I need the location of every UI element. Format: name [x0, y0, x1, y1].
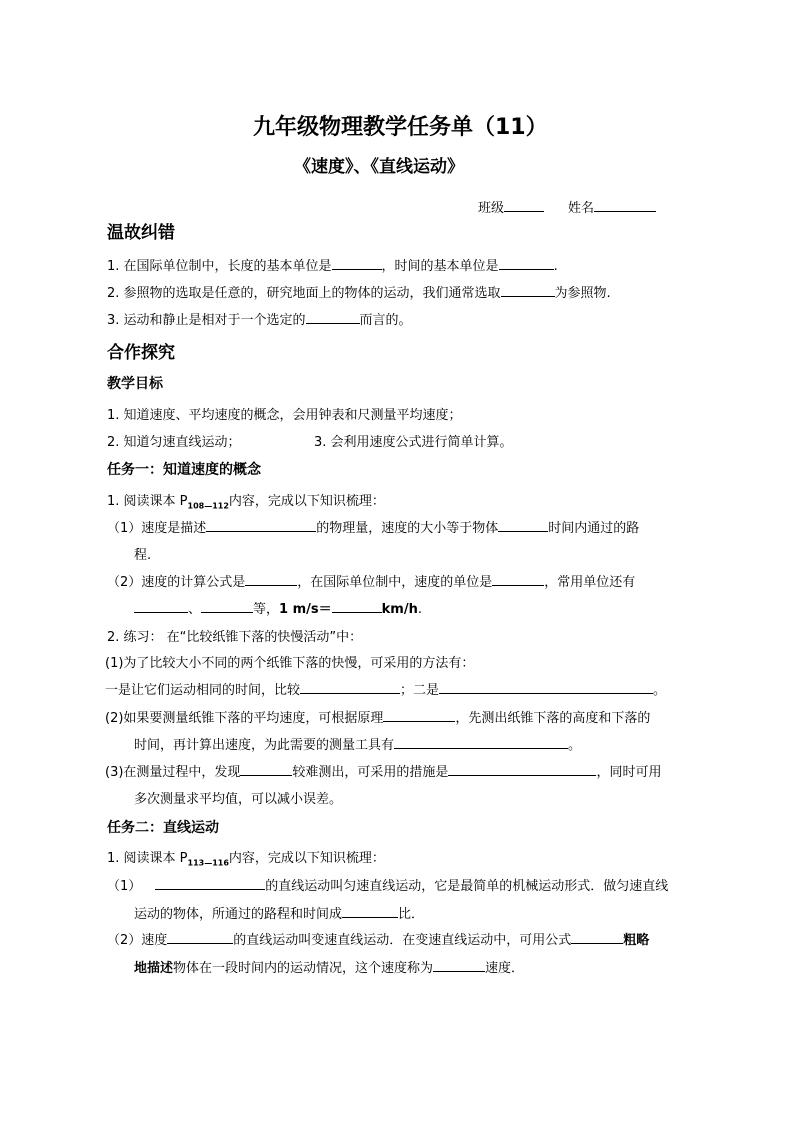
- text: 而言的。: [359, 313, 412, 328]
- text: 内容，完成以下知识梳理：: [228, 494, 385, 509]
- text: 内容，完成以下知识梳理：: [228, 851, 385, 866]
- answer-blank[interactable]: [394, 736, 568, 749]
- text: ，常用单位还有: [544, 575, 636, 590]
- answer-blank[interactable]: [501, 284, 555, 297]
- name-blank[interactable]: [594, 199, 656, 212]
- text: .: [417, 602, 422, 617]
- answer-blank[interactable]: [433, 959, 485, 972]
- goal-2: 2. 知道匀速直线运动；: [107, 435, 241, 450]
- explore-heading: 合作探究: [107, 343, 175, 363]
- task2-read: [107, 847, 385, 868]
- task2-item-1-cont: [134, 903, 424, 922]
- answer-blank[interactable]: [206, 519, 316, 532]
- answer-blank[interactable]: [571, 931, 623, 944]
- text: ，时间的基本单位是: [381, 259, 499, 274]
- text: (3)在测量过程中，发现: [105, 765, 241, 780]
- class-label: 班级: [478, 201, 505, 216]
- text: 的物理量，速度的大小等于物体: [316, 521, 499, 536]
- name-field[interactable]: [568, 197, 656, 216]
- exercise-3: [105, 761, 661, 780]
- text: （2）速度: [107, 933, 168, 948]
- text: 、: [188, 602, 202, 617]
- review-question-1: [107, 255, 558, 274]
- exercise-intro: 2. 练习： 在“比较纸锥下落的快慢活动”中：: [107, 630, 363, 645]
- exercise-2-cont: [134, 734, 581, 753]
- answer-blank[interactable]: [332, 600, 382, 613]
- text: 运动的物体，所通过的路程和时间成: [134, 907, 343, 922]
- answer-blank[interactable]: [499, 257, 554, 270]
- answer-blank[interactable]: [167, 931, 233, 944]
- task1-read: [107, 490, 385, 511]
- task2-item-2-cont: [134, 957, 524, 976]
- text: 的直线运动叫匀速直线运动，它是最简单的机械运动形式．做匀速直线: [265, 879, 669, 894]
- text: km/h: [381, 602, 418, 617]
- page-title: 九年级物理教学任务单（11）: [253, 115, 548, 140]
- task1-item-2: [107, 571, 635, 590]
- text: 地描述: [134, 961, 174, 976]
- text: 较难测出，可采用的措施是: [292, 765, 449, 780]
- text: 2. 参照物的选取是任意的，研究地面上的物体的运动，我们通常选取: [107, 286, 501, 301]
- text: 时间内通过的路: [548, 521, 640, 536]
- answer-blank[interactable]: [448, 763, 596, 776]
- exercise-2: [105, 707, 650, 726]
- text: ；二是: [400, 683, 440, 698]
- answer-blank[interactable]: [300, 681, 400, 694]
- text: 为参照物.: [554, 286, 611, 301]
- text: 物体在一段时间内的运动情况，这个速度称为: [173, 961, 434, 976]
- answer-blank[interactable]: [332, 257, 382, 270]
- page-range: 108—112: [187, 501, 229, 511]
- text: （2）速度的计算公式是: [107, 575, 246, 590]
- text: 。: [568, 738, 582, 753]
- page-range: 113—116: [187, 858, 229, 868]
- text: （1）速度是描述: [107, 521, 207, 536]
- task1-item-2-cont: [134, 598, 422, 617]
- text: 速度．: [485, 961, 525, 976]
- task1-heading: 任务一：知道速度的概念: [107, 462, 261, 478]
- text: 1 m/s＝: [279, 602, 332, 617]
- task1-item-1-cont: 程.: [134, 548, 152, 563]
- task2-item-1: [107, 875, 668, 894]
- answer-blank[interactable]: [383, 709, 455, 722]
- exercise-1-cont: [105, 679, 666, 698]
- text: （1）: [107, 879, 142, 894]
- text: ，同时可用: [596, 765, 662, 780]
- answer-blank[interactable]: [439, 681, 653, 694]
- answer-blank[interactable]: [245, 573, 297, 586]
- class-field[interactable]: [478, 197, 544, 216]
- text: ，先测出纸锥下落的高度和下落的: [455, 711, 651, 726]
- review-question-2: [107, 282, 611, 301]
- text: 比．: [398, 907, 425, 922]
- text: .: [553, 259, 558, 274]
- class-blank[interactable]: [504, 199, 544, 212]
- answer-blank[interactable]: [492, 573, 544, 586]
- text: 1. 在国际单位制中，长度的基本单位是: [107, 259, 332, 274]
- exercise-1: (1)为了比较大小不同的两个纸锥下落的快慢，可采用的方法有：: [105, 656, 475, 671]
- text: 时间，再计算出速度，为此需要的测量工具有: [134, 738, 395, 753]
- text: (2)如果要测量纸锥下落的平均速度，可根据原理: [105, 711, 384, 726]
- text: 一是让它们运动相同的时间，比较: [105, 683, 301, 698]
- text: 1. 阅读课本 P: [107, 851, 188, 866]
- name-label: 姓名: [568, 201, 595, 216]
- review-heading: 温故纠错: [107, 223, 175, 243]
- task2-item-2: [107, 929, 649, 948]
- text: 粗略: [623, 933, 650, 948]
- text: 等，: [253, 602, 280, 617]
- goals-heading: 教学目标: [107, 376, 163, 392]
- text: 的直线运动叫变速直线运动．在变速直线运动中，可用公式: [233, 933, 572, 948]
- answer-blank[interactable]: [240, 763, 292, 776]
- task2-heading: 任务二：直线运动: [107, 820, 219, 836]
- page-subtitle: 《速度》、《直线运动》: [294, 157, 464, 177]
- answer-blank[interactable]: [134, 600, 188, 613]
- text: 1. 阅读课本 P: [107, 494, 188, 509]
- task1-item-1: [107, 517, 639, 536]
- exercise-3-cont: 多次测量求平均值，可以减小误差。: [134, 792, 343, 807]
- answer-blank[interactable]: [498, 519, 548, 532]
- review-question-3: [107, 309, 412, 328]
- goal-3: 3. 会利用速度公式进行简单计算。: [314, 435, 513, 450]
- text: 3. 运动和静止是相对于一个选定的: [107, 313, 306, 328]
- text: ，在国际单位制中，速度的单位是: [297, 575, 493, 590]
- answer-blank[interactable]: [342, 905, 398, 918]
- goal-1: 1. 知道速度、平均速度的概念，会用钟表和尺测量平均速度；: [107, 408, 462, 423]
- answer-blank[interactable]: [306, 311, 360, 324]
- answer-blank[interactable]: [201, 600, 253, 613]
- answer-blank[interactable]: [155, 877, 265, 890]
- text: 。: [653, 683, 667, 698]
